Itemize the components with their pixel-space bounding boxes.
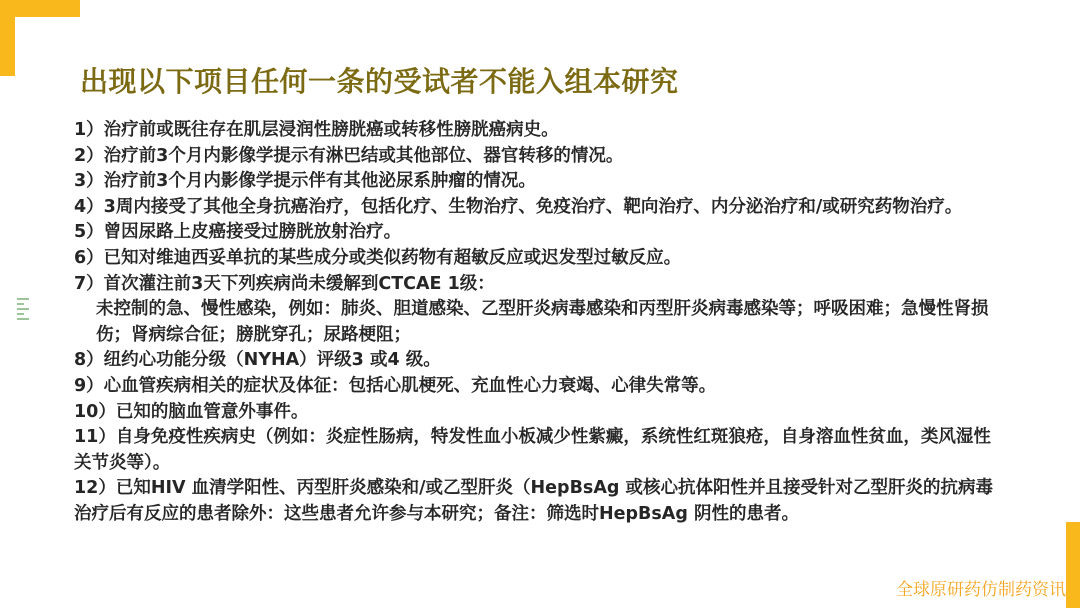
list-item: 6）已知对维迪西妥单抗的某些成分或类似药物有超敏反应或迟发型过敏反应。 xyxy=(74,247,682,268)
list-lines-icon xyxy=(16,297,30,323)
watermark: 全球原研药仿制药资讯 xyxy=(896,580,1066,600)
list-item-subtext: 未控制的急、慢性感染，例如：肺炎、胆道感染、乙型肝炎病毒感染和丙型肝炎病毒感染等；呼吸困难；急慢性肾损伤；肾病综合征；膀胱穿孔；尿路梗阻； xyxy=(96,299,989,345)
list-item: 9）心血管疾病相关的症状及体征：包括心肌梗死、充血性心力衰竭、心律失常等。 xyxy=(74,375,717,396)
list-item: 12）已知HIV 血清学阳性、丙型肝炎感染和/或乙型肝炎（HepBsAg 或核心抗体阳性并且接受针对乙型肝炎的抗病毒治疗后有反应的患者除外：这些患者允许参与本研究；备注：筛选时HepBsAg 阴性的患者。 xyxy=(74,478,993,524)
corner-accent-bottom-right xyxy=(1066,522,1080,608)
list-item: 3）治疗前3个月内影像学提示伴有其他泌尿系肿瘤的情况。 xyxy=(74,171,536,192)
corner-accent-vertical xyxy=(0,0,15,76)
list-item: 2）治疗前3个月内影像学提示有淋巴结或其他部位、器官转移的情况。 xyxy=(74,145,624,166)
list-item: 8）纽约心功能分级（NYHA）评级3 或4 级。 xyxy=(74,350,441,371)
exclusion-criteria-list xyxy=(74,118,994,528)
list-item: 10）已知的脑血管意外事件。 xyxy=(74,401,309,422)
list-item: 11）自身免疫性疾病史（例如：炎症性肠病，特发性血小板减少性紫癜，系统性红斑狼疮，自身溶血性贫血，类风湿性关节炎等）。 xyxy=(74,427,991,473)
list-item: 4）3周内接受了其他全身抗癌治疗，包括化疗、生物治疗、免疫治疗、靶向治疗、内分泌治疗和/或研究药物治疗。 xyxy=(74,196,963,217)
list-item: 5）曾因尿路上皮癌接受过膀胱放射治疗。 xyxy=(74,222,402,243)
list-item: 7）首次灌注前3天下列疾病尚未缓解到CTCAE 1级： xyxy=(74,273,495,294)
list-item: 1）治疗前或既往存在肌层浸润性膀胱癌或转移性膀胱癌病史。 xyxy=(74,120,559,140)
page-title: 出现以下项目任何一条的受试者不能入组本研究 xyxy=(80,65,679,98)
